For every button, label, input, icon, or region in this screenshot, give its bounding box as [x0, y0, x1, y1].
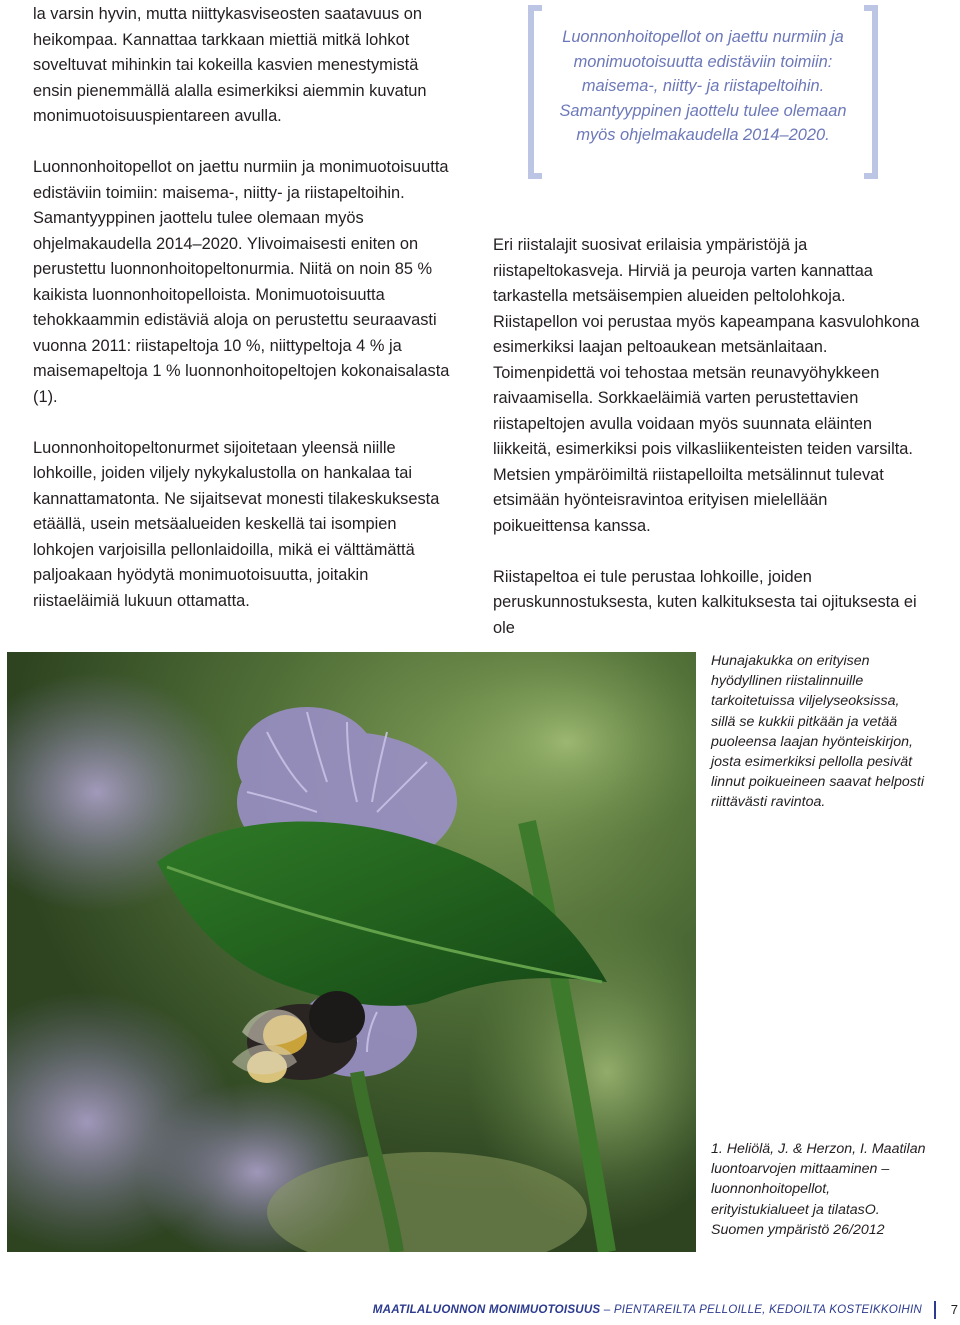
right-paragraph-1: Eri riistalajit suosivat erilaisia ympäristöjä ja riistapeltokasveja. Hirviä ja peuroja varten kannattaa tarkastella metsäisempien alueiden peltolohkoja. Riistapellon voi perustaa myös kapeampana kasvulohkona esimerkiksi laajan peltoaukean metsänlaitaan. Toimenpidettä voi tehostaa metsän reunavyöhykkeen raivaamisella. Sorkkaeläimiä varten perustettavien riistapeltojen avulla voidaan myös suunnata eläinten liikkeitä, esimerkiksi pois vilkasliikenteisten teiden varsilta. Metsien ympäröimiltä riistapelloilta metsälinnut tulevat etsimään hyönteisravintoa erityisen mielellään poikueittensa kanssa. — [493, 236, 920, 535]
footer-divider — [934, 1301, 936, 1319]
footer-dash: – — [603, 1303, 611, 1316]
left-paragraph-2: Luonnonhoitopellot on jaettu nurmiin ja monimuotoisuutta edistäviin toimiin: maisema-, niitty- ja riistapeltoihin. Samantyyppinen jaottelu tulee olemaan myös ohjelmakaudella 2014–2020. Ylivoimaisesti eniten on perustettu luonnonhoitopeltonurmia. Niitä on noin 85 % kaikista luonnonhoitopelloista. Monimuotoisuutta tehokkaammin edistäviä aloja on perustettu seuraavasti vuonna 2011: riistapeltoja 10 %, niittypeltoja 4 % ja maisemapeltoja 1 % luonnonhoitopeltojen kokonaisalasta (1). — [33, 158, 450, 406]
footer-publication: MAATILALUONNON MONIMUOTOISUUS — [372, 1303, 601, 1316]
left-paragraph-1: la varsin hyvin, mutta niittykasviseosten saatavuus on heikompaa. Kannattaa tarkkaan miettiä mitkä lohkot soveltuvat mihinkin tai kokeilla kasvien menestymistä ensin pienemmällä alalla esimerkiksi aiemmin kuvatun monimuotoisuuspientareen avulla. — [33, 5, 427, 125]
page-footer — [0, 1301, 960, 1321]
right-paragraph-2: Riistapeltoa ei tule perustaa lohkoille, joiden peruskunnostuksesta, kuten kalkituksesta tai ojituksesta ei ole — [493, 567, 917, 637]
footer-title — [373, 1303, 922, 1316]
left-text-column — [33, 2, 458, 614]
pull-quote — [528, 5, 878, 185]
right-text-column — [493, 233, 923, 641]
bumblebee-photo — [7, 652, 696, 1252]
photo-caption: Hunajakukka on erityisen hyödyllinen riistalinnuille tarkoitetuissa viljelyseoksissa, sillä se kukkii pitkään ja vetää puoleensa laajan hyönteiskirjon, josta esimerkiksi pellolla pesivät linnut poikueineen saavat helposti riittävästi ravintoa. — [711, 653, 924, 811]
pull-quote-text: Luonnonhoitopellot on jaettu nurmiin ja monimuotoisuutta edistäviin toimiin: maisema-, niitty- ja riistapeltoihin. Samantyyppinen jaottelu tulee olemaan myös ohjelmakaudella 2014–2020. — [559, 28, 847, 144]
footer-subtitle: PIENTAREILTA PELLOILLE, KEDOILTA KOSTEIKKOIHIN — [613, 1303, 922, 1316]
right-bracket — [864, 5, 878, 179]
left-paragraph-3: Luonnonhoitopeltonurmet sijoitetaan yleensä niille lohkoille, joiden viljely nykykalustolla on hankalaa tai kannattamatonta. Ne sijaitsevat monesti tilakeskuksesta etäällä, usein metsäalueiden keskellä tai isompien lohkojen varjoisilla pellonlaidoilla, mikä ei välttämättä paljoakaan hyödytä monimuotoisuutta, joitakin riistaeläimiä lukuun ottamatta. — [33, 438, 440, 610]
page-number: 7 — [950, 1302, 958, 1317]
reference-note: 1. Heliölä, J. & Herzon, I. Maatilan luontoarvojen mittaaminen – luonnonhoitopellot, erityistukialueet ja tilatasO. Suomen ympäristö 26/2012 — [711, 1141, 926, 1238]
left-bracket — [528, 5, 542, 179]
